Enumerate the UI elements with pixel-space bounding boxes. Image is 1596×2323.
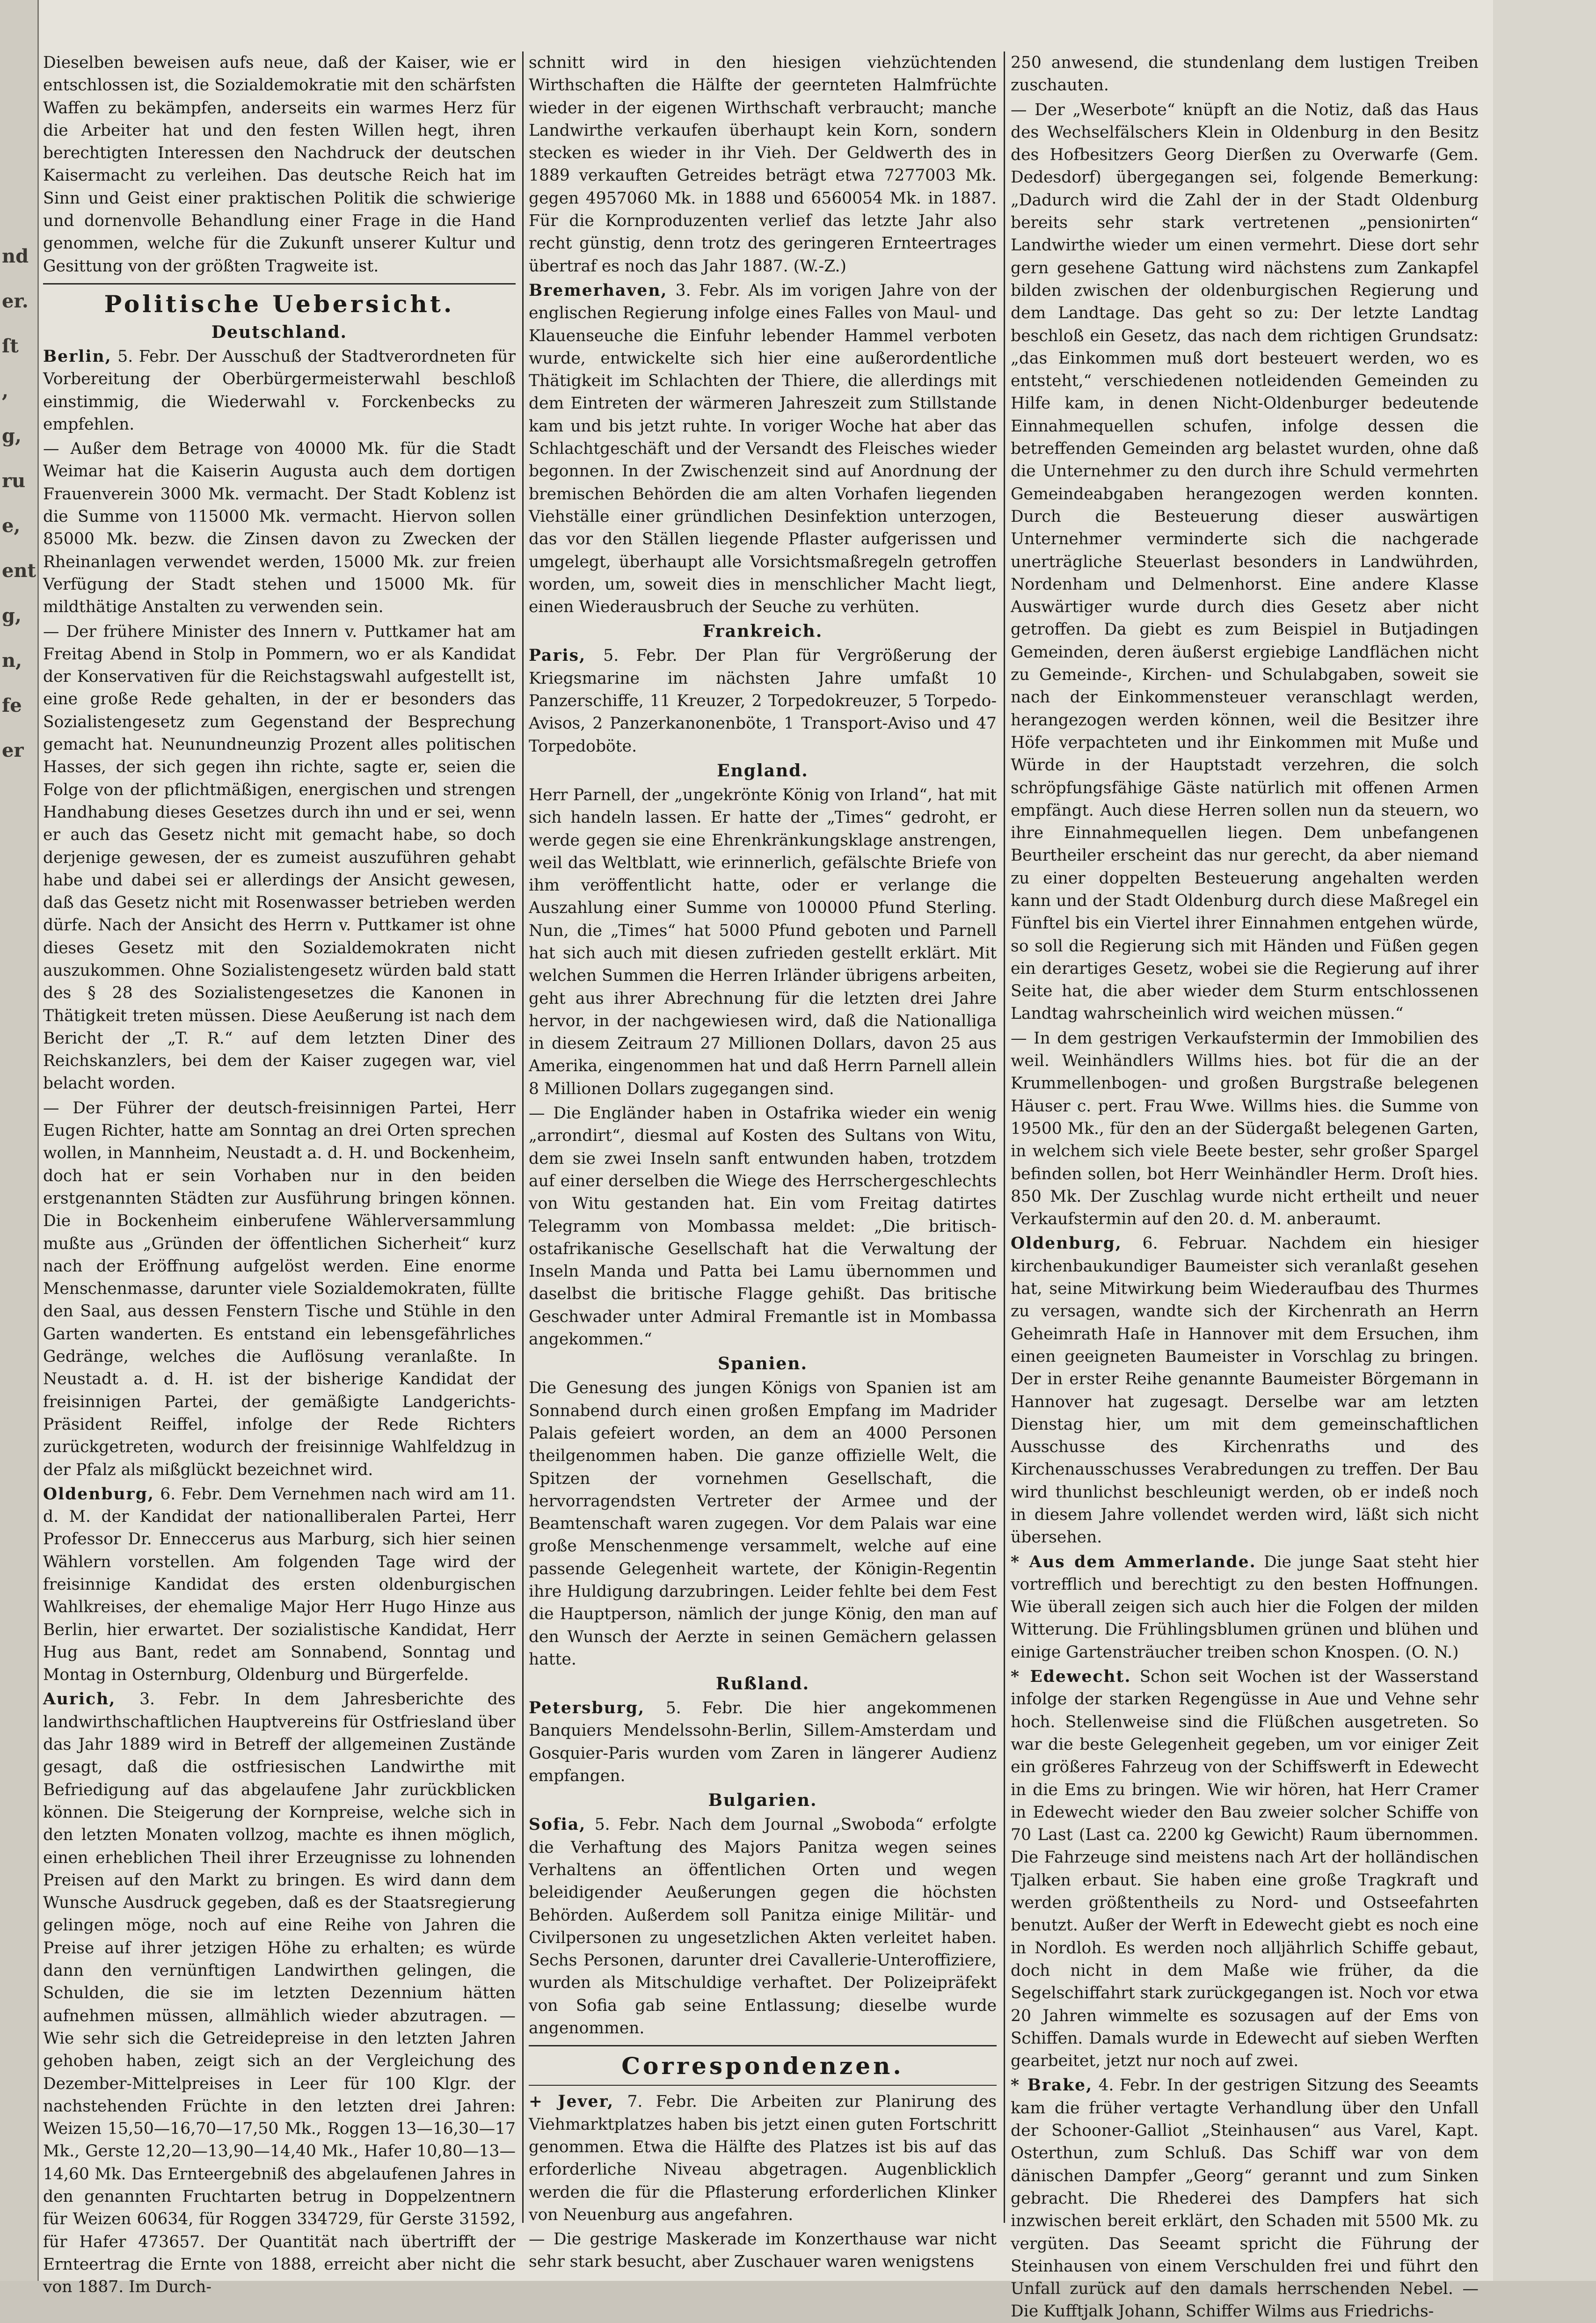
scan-binding-edge: [0, 0, 39, 2281]
country-heading: Bulgarien.: [708, 1790, 817, 1811]
news-item: Berlin, 5. Febr. Der Ausschuß der Stadtverordneten für Vorbereitung der Oberbürgermeisterwahl beschloß einstimmig, die Wiederwahl v. Forckenbecks zu empfehlen.: [43, 347, 516, 434]
column-1: [43, 51, 516, 2297]
section-rule: [43, 283, 516, 285]
news-item: Herr Parnell, der „ungekrönte König von Irland“, hat mit sich handeln lassen. Er hatte der „Times“ gedroht, er werde gegen sie eine Ehrenkränkungsklage anstrengen, weil das Weltblatt, wie erinnerlich, gefälschte Briefe von ihm veröffentlicht hatte, oder er verlange die Auszahlung einer Summe von 100000 Pfund Sterling. Nun, die „Times“ hat 5000 Pfund geboten und Parnell hat sich auch mit diesen zufrieden gestellt erklärt. Mit welchen Summen die Herren Irländer übrigens arbeiten, geht aus ihrer Abrechnung für die letzten drei Jahre hervor, in der nachgewiesen wird, daß die Nationalliga in diesem Zeitraum 27 Millionen Dollars, davon 25 aus Amerika, eingenommen hat und daß Herrn Parnell allein 8 Millionen Dollars zugegangen sind.: [529, 785, 997, 1098]
column-rule: [1004, 51, 1005, 2223]
news-item: + Jever, 7. Febr. Die Arbeiten zur Planirung des Viehmarktplatzes haben bis jetzt einen guten Fortschritt genommen. Etwa die Hälfte des Platzes ist bis auf das erforderliche Niveau abgetragen. Augenblicklich werden die für die Pflasterung erforderlichen Klinker von Neuenburg aus angefahren.: [529, 2092, 997, 2224]
country-heading: Frankreich.: [702, 621, 823, 642]
page-margin-right: [1493, 0, 1596, 2281]
dateline: * Brake,: [1011, 2076, 1093, 2095]
dateline: * Aus dem Ammerlande.: [1011, 1552, 1256, 1571]
column-2: [529, 51, 997, 2272]
article-text: Dieselben beweisen aufs neue, daß der Kaiser, wie er entschlossen ist, die Sozialdemokratie mit den schärfsten Waffen zu bekämpfen, anderseits ein warmes Herz für die Arbeiter hat und den festen Willen hegt, ihren berechtigten Interessen den Nachdruck der deutschen Kaisermacht zu verleihen. Das deutsche Reich hat im Sinn und Geist einer praktischen Politik die schwierige und dornenvolle Behandlung einer Frage in die Hand genommen, welche für die Zukunft unserer Kultur und Gesittung von der größten Tragweite ist.: [43, 53, 516, 276]
adjacent-page-fragments: nd er. ſt , g, ru e, ent g, n, fe er: [2, 245, 36, 761]
news-item: Aurich, 3. Febr. In dem Jahresberichte des landwirthschaftlichen Hauptvereins für Ostfriesland über das Jahr 1889 wird in Betreff der allgemeinen Zustände gesagt, daß die ostfriesischen Landwirthe mit Befriedigung auf das abgelaufene Jahr zurückblicken können. Die Steigerung der Kornpreise, welche sich in den letzten Monaten vollzog, machte es ihnen möglich, einen erheblichen Theil ihrer Erzeugnisse zu lohnenden Preisen auf den Markt zu bringen. Es wird dann dem Wunsche Ausdruck gegeben, daß es der Staatsregierung gelingen möge, noch auf eine Reihe von Jahren die Preise auf ihrer jetzigen Höhe zu erhalten; es würde dann den vernünftigen Landwirthen gelingen, die Schulden, die sie im letzten Dezennium hätten aufnehmen müssen, allmählich wieder abzutragen. — Wie sehr sich die Getreidepreise in den letzten Jahren gehoben haben, zeigt sich an der Vergleichung des Dezember-Mittelpreises in Leer für 100 Klgr. der nachstehenden Früchte in den letzten drei Jahren: Weizen 15,50—16,70—17,50 Mk., Roggen 13—16,30—17 Mk., Gerste 12,20—13,90—14,40 Mk., Hafer 10,80—13—14,60 Mk. Das Ernteergebniß des abgelaufenen Jahres in den genannten Fruchtarten betrug in Doppelzentnern für Weizen 60634, für Roggen 334729, für Gerste 31592, für Hafer 473657. Der Quantität nach übertrifft der Ernteertrag die Ernte von 1888, erreicht aber nicht die von 1887. Im Durch-: [43, 1690, 516, 2297]
news-item: — Die gestrige Maskerade im Konzerthause war nicht sehr stark besucht, aber Zuschauer waren wenigstens: [529, 2230, 997, 2272]
news-item: — Der Führer der deutsch-freisinnigen Partei, Herr Eugen Richter, hatte am Sonntag an drei Orten sprechen wollen, in Mannheim, Neustadt a. d. H. und Bockenheim, doch hat er sein Vorhaben nur in den beiden erstgenannten Städten zur Ausführung bringen können. Die in Bockenheim einberufene Wählerversammlung mußte aus „Gründen der öffentlichen Sicherheit“ kurz nach der Eröffnung aufgelöst werden. Eine enorme Menschenmasse, darunter viele Sozialdemokraten, füllte den Saal, aus dessen Fenstern Tische und Stühle in den Garten wanderten. Es entstand ein lebensgefährliches Gedränge, welches die Auflösung veranlaßte. In Neustadt a. d. H. ist der bisherige Kandidat der freisinnigen Partei, der gemäßigte Landgerichts-Präsident Reiffel, infolge der Rede Richters zurückgetreten, wodurch der freisinnige Wahlfeldzug in der Pfalz als mißglückt bezeichnet wird.: [43, 1098, 516, 1479]
country-heading: Spanien.: [718, 1354, 808, 1374]
dateline: Petersburg,: [529, 1699, 645, 1718]
dateline: Berlin,: [43, 347, 112, 366]
section-heading: Politische Uebersicht.: [104, 290, 455, 318]
section-rule: [529, 2085, 997, 2086]
dateline: Oldenburg,: [1011, 1234, 1122, 1253]
news-item: Sofia, 5. Febr. Nach dem Journal „Swoboda“ erfolgte die Verhaftung des Majors Panitza wegen seines Verhaltens an öffentlichen Orten und wegen beleidigender Aeußerungen gegen die höchsten Behörden. Außerdem soll Panitza einige Militär- und Civilpersonen zu ungesetzlichen Akten verleitet haben. Sechs Personen, darunter drei Cavallerie-Unteroffiziere, wurden als Mitschuldige verhaftet. Der Polizeipräfekt von Sofia gab seine Entlassung; dieselbe wurde angenommen.: [529, 1815, 997, 2038]
dateline: Paris,: [529, 646, 586, 665]
section-rule: [529, 2045, 997, 2046]
news-item: — Außer dem Betrage von 40000 Mk. für die Stadt Weimar hat die Kaiserin Augusta auch dem dortigen Frauenverein 3000 Mk. vermacht. Der Stadt Koblenz ist die Summe von 115000 Mk. vermacht. Hiervon sollen 85000 Mk. bezw. die Zinsen davon zu Zwecken der Rheinanlagen verwendet werden, 15000 Mk. zur freien Verfügung der Stadt stehen und 15000 Mk. für mildthätige Anstalten zu verwenden sein.: [43, 439, 516, 617]
country-heading: Rußland.: [715, 1674, 810, 1694]
news-item: — Der frühere Minister des Innern v. Puttkamer hat am Freitag Abend in Stolp in Pommern, wo er als Kandidat der Konservativen für die Reichstagswahl aufgestellt ist, eine große Rede gehalten, in der er besonders das Sozialistengesetz zum Gegenstand der Besprechung gemacht hat. Neunundneunzig Prozent alles politischen Hasses, der sich gegen ihn richte, sagte er, seien die Folge von der pflichtmäßigen, energischen und strengen Handhabung dieses Gesetzes durch ihn und er sei, wenn er auch das Gesetz nicht mit gemacht habe, so doch derjenige gewesen, der es zumeist auszuführen gehabt habe und dabei sei er allerdings der Ansicht gewesen, daß das Gesetz nicht mit Rosenwasser betrieben werden dürfe. Nach der Ansicht des Herrn v. Puttkamer ist ohne dieses Gesetz mit den Sozialdemokraten nicht auszukommen. Ohne Sozialistengesetz würden bald statt des § 28 des Sozialistengesetzes die Kanonen in Thätigkeit treten müssen. Diese Aeußerung ist nach dem Bericht der „T. R.“ auf dem letzten Diner des Reichskanzlers, bei dem der Kaiser zugegen war, viel belacht worden.: [43, 622, 516, 1093]
dateline: Oldenburg,: [43, 1484, 154, 1504]
news-item: Die Genesung des jungen Königs von Spanien ist am Sonnabend durch einen großen Empfang im Madrider Palais gefeiert worden, an dem an 4000 Personen theilgenommen haben. Die ganze offizielle Welt, die Spitzen der vornehmen Gesellschaft, die hervorragendsten Vertreter der Armee und der Beamtenschaft waren zugegen. Vor dem Palais war eine große Menschenmenge versammelt, welche auf eine passende Gelegenheit wartete, der Königin-Regentin ihre Huldigung darzubringen. Leider fehlte bei dem Fest die Hauptperson, nämlich der junge König, den man auf den Wunsch der Aerzte in seinen Gemächern gelassen hatte.: [529, 1379, 997, 1669]
news-item: — Die Engländer haben in Ostafrika wieder ein wenig „arrondirt“, diesmal auf Kosten des Sultans von Witu, dem sie zwei Inseln sanft entwunden haben, trotzdem auf einer derselben die Wiege des Herrschergeschlechts von Witu gestanden hat. Ein vom Freitag datirtes Telegramm von Mombassa meldet: „Die britisch-ostafrikanische Gesellschaft hat die Verwaltung der Inseln Manda und Patta bei Lamu übernommen und daselbst die britische Flagge gehißt. Das britische Geschwader unter Admiral Fremantle ist in Mombassa angekommen.“: [529, 1104, 997, 1349]
news-item: — In dem gestrigen Verkaufstermin der Immobilien des weil. Weinhändlers Willms hies. bot für die an der Krummellenbogen- und großen Burgstraße belegenen Häuser c. pert. Frau Wwe. Willms hies. die Summe von 19500 Mk., für den an der Südergaßt belegenen Garten, in welchem sich viele Beete bester, sehr großer Spargel befinden sollen, bot Herr Weinhändler Herm. Droſt hies. 850 Mk. Der Zuschlag wurde nicht ertheilt und neuer Verkaufstermin auf den 20. d. M. anberaumt.: [1011, 1029, 1479, 1229]
article-text: 250 anwesend, die stundenlang dem lustigen Treiben zuschauten.: [1011, 53, 1479, 95]
dateline: Aurich,: [43, 1690, 116, 1709]
news-item: — Der „Weserbote“ knüpft an die Notiz, daß das Haus des Wechselfälschers Klein in Oldenburg in den Besitz des Hofbesitzers Georg Dierßen zu Overwarfe (Gem. Dedesdorf) übergegangen sei, folgende Bemerkung: „Dadurch wird die Zahl der in der Stadt Oldenburg bereits sehr stark vertretenen „pensionirten“ Landwirthe wieder um einen vermehrt. Diese dort sehr gern gesehene Gattung wird nächstens zum Zankapfel bilden zwischen der oldenburgischen Regierung und dem Landtage. Das geht so zu: Der letzte Landtag beschloß ein Gesetz, das nach dem richtigen Grundsatz: „das Einkommen muß dort besteuert werden, wo es entsteht,“ verschiedenen notleidenden Gemeinden zu Hilfe kam, in denen Nicht-Oldenburger bedeutende Einnahmequellen schufen, infolge dessen die betreffenden Gemeinden arg belastet wurden, ohne daß die Unternehmer zu den durch ihre Schuld vermehrten Gemeindeabgaben herangezogen werden konnten. Durch die Besteuerung dieser auswärtigen Unternehmer verminderte sich die nachgerade unerträgliche Steuerlast besonders in Landwührden, Nordenham und Delmenhorst. Eine andere Klasse Auswärtiger wurde durch dies Gesetz aber nicht getroffen. Da giebt es zum Beispiel in Butjadingen Gemeinden, deren äußerst ergiebige Landflächen nicht zu Gemeinde-, Kirchen- und Schulabgaben, soweit sie nach der Einkommensteuer veranschlagt werden, herangezogen werden können, weil die Besitzer ihre Höfe verpachteten und ihr Einkommen mit Muße und Würde in der Hauptstadt verzehren, die solch schröpfungsfähige Gäste natürlich mit offenen Armen empfängt. Auch diese Herren sollen nun da steuern, wo ihre Einnahmequellen liegen. Dem unbefangenen Beurtheiler erscheint das nur gerecht, da aber niemand zu einer doppelten Besteuerung angehalten werden kann und der Stadt Oldenburg durch diese Maßregel ein Fünftel bis ein Viertel ihrer Einnahmen entgehen würde, so soll die Regierung sich mit Händen und Füßen gegen ein derartiges Gesetz, wobei sie die Regierung auf ihrer Seite hat, die aber wieder dem Sturm entschlossenen Landtag wahrscheinlich wird weichen müssen.“: [1011, 100, 1479, 1023]
column-3: [1011, 51, 1479, 2321]
country-heading: England.: [717, 760, 809, 781]
news-item: * Brake, 4. Febr. In der gestrigen Sitzung des Seeamts kam die früher vertagte Verhandlung über den Unfall der Schooner-Galliot „Steinhausen“ aus Varel, Kapt. Osterthun, zum Schluß. Das Schiff war von dem dänischen Dampfer „Georg“ gerannt und zum Sinken gebracht. Die Rhederei des Dampfers hat sich inzwischen bereit erklärt, den Schaden mit 5500 Mk. zu vergüten. Das Seeamt spricht die Führung der Steinhausen von einem Verschulden frei und führt den Unfall zurück auf den damals herrschenden Nebel. — Die Kufftjalk Johann, Schiffer Wilms aus Friedrichs-: [1011, 2076, 1479, 2321]
news-item: Paris, 5. Febr. Der Plan für Vergrößerung der Kriegsmarine im nächsten Jahre umfaßt 10 Panzerschiffe, 11 Kreuzer, 2 Torpedokreuzer, 5 Torpedo-Avisos, 2 Panzerkanonenböte, 1 Transport-Aviso und 47 Torpedoböte.: [529, 646, 997, 756]
news-item: * Edewecht. Schon seit Wochen ist der Wasserstand infolge der starken Regengüsse in Aue und Vehne sehr hoch. Stellenweise sind die Flüßchen ausgetreten. So war die beste Gelegenheit gegeben, um vor einiger Zeit ein größeres Fahrzeug von der Schiffswerft in Edewecht in die Ems zu bringen. Wie wir hören, hat Herr Cramer in Edewecht wieder den Bau zweier solcher Schiffe von 70 Last (Last ca. 2200 kg Gewicht) Raum übernommen. Die Fahrzeuge sind meistens nach Art der holländischen Tjalken erbaut. Sie haben eine große Tragkraft und werden größtentheils zu Nord- und Ostseefahrten benutzt. Außer der Werft in Edewecht giebt es noch eine in Nordloh. Es werden noch alljährlich Schiffe gebaut, doch nicht in dem Maße wie früher, da die Segelschiffahrt stark zurückgegangen ist. Noch vor etwa 20 Jahren wimmelte es sozusagen auf der Ems von Schiffen. Damals wurde in Edewecht auf sieben Werften gearbeitet, jetzt nur noch auf zwei.: [1011, 1667, 1479, 2071]
section-heading: Correspondenzen.: [621, 2052, 904, 2080]
news-item: * Aus dem Ammerlande. Die junge Saat steht hier vortrefflich und berechtigt zu den besten Hoffnungen. Wie überall zeigen sich auch hier die Folgen der milden Witterung. Die Frühlingsblumen grünen und blühen und einige Gartensträucher treiben schon Knospen. (O. N.): [1011, 1552, 1479, 1662]
column-rule: [522, 51, 524, 2223]
news-item: Bremerhaven, 3. Febr. Als im vorigen Jahre von der englischen Regierung infolge eines Falles von Maul- und Klauenseuche die Einfuhr lebender Hammel verboten wurde, entwickelte sich hier eine außerordentliche Thätigkeit im Schlachten der Thiere, die allerdings mit dem Eintreten der wärmeren Jahreszeit zum Stillstande kam und bis jetzt ruhte. In voriger Woche hat aber das Schlachtgeschäft und der Versandt des Fleisches wieder begonnen. In der Zwischenzeit sind auf Anordnung der bremischen Behörden die am alten Vorhafen liegenden Viehställe einer gründlichen Desinfektion unterzogen, das vor den Ställen liegende Pflaster aufgerissen und umgelegt, überhaupt alle Vorsichtsmaßregeln getroffen worden, um, soweit dies in menschlicher Macht liegt, einen Wiederausbruch der Seuche zu verhüten.: [529, 281, 997, 617]
dateline: Sofia,: [529, 1815, 586, 1834]
news-item: Oldenburg, 6. Februar. Nachdem ein hiesiger kirchenbaukundiger Baumeister sich veranlaßt gesehen hat, seine Mitwirkung beim Wiederaufbau des Thurmes zu versagen, wandte sich der Kirchenrath an Herrn Geheimrath Haſe in Hannover mit dem Ersuchen, ihm einen geeigneten Baumeister in Vorschlag zu bringen. Der in erster Reihe genannte Baumeister Börgemann in Hannover hat zugesagt. Derselbe war am letzten Dienstag hier, um mit dem gemeinschaftlichen Ausschusse des Kirchenraths und des Kirchenausschusses Verabredungen zu treffen. Der Bau wird thunlichst beschleunigt werden, ob er indeß noch in diesem Jahre vollendet werden wird, läßt sich nicht übersehen.: [1011, 1234, 1479, 1547]
article-text: schnitt wird in den hiesigen viehzüchtenden Wirthschaften die Hälfte der geernteten Halmfrüchte wieder in der eigenen Wirthschaft verbraucht; manche Landwirthe verkaufen überhaupt kein Korn, sondern stecken es wieder in ihr Vieh. Der Geldwerth des in 1889 verkauften Getreides beträgt etwa 7277003 Mk. gegen 4957060 Mk. in 1888 und 6560054 Mk. in 1887. Für die Kornproduzenten verlief das letzte Jahr also recht günstig, denn trotz des geringeren Ernteertrages übertraf es noch das Jahr 1887. (W.-Z.): [529, 53, 997, 276]
dateline: Bremerhaven,: [529, 281, 668, 300]
news-item: Oldenburg, 6. Febr. Dem Vernehmen nach wird am 11. d. M. der Kandidat der nationalliberalen Partei, Herr Professor Dr. Enneccerus aus Marburg, sich hier seinen Wählern vorstellen. Am folgenden Tage wird der freisinnige Kandidat des ersten oldenburgischen Wahlkreises, der ehemalige Major Herr Hugo Hinze aus Berlin, hier erwartet. Der sozialistische Kandidat, Herr Hug aus Bant, redet am Sonnabend, Sonntag und Montag in Osternburg, Oldenburg und Bürgerfelde.: [43, 1484, 516, 1685]
dateline: + Jever,: [529, 2092, 614, 2111]
news-item: Petersburg, 5. Febr. Die hier angekommenen Banquiers Mendelssohn-Berlin, Sillem-Amsterdam und Gosquier-Paris wurden vom Zaren in längerer Audienz empfangen.: [529, 1699, 997, 1786]
country-heading: Deutschland.: [211, 322, 348, 342]
dateline: * Edewecht.: [1011, 1667, 1131, 1687]
